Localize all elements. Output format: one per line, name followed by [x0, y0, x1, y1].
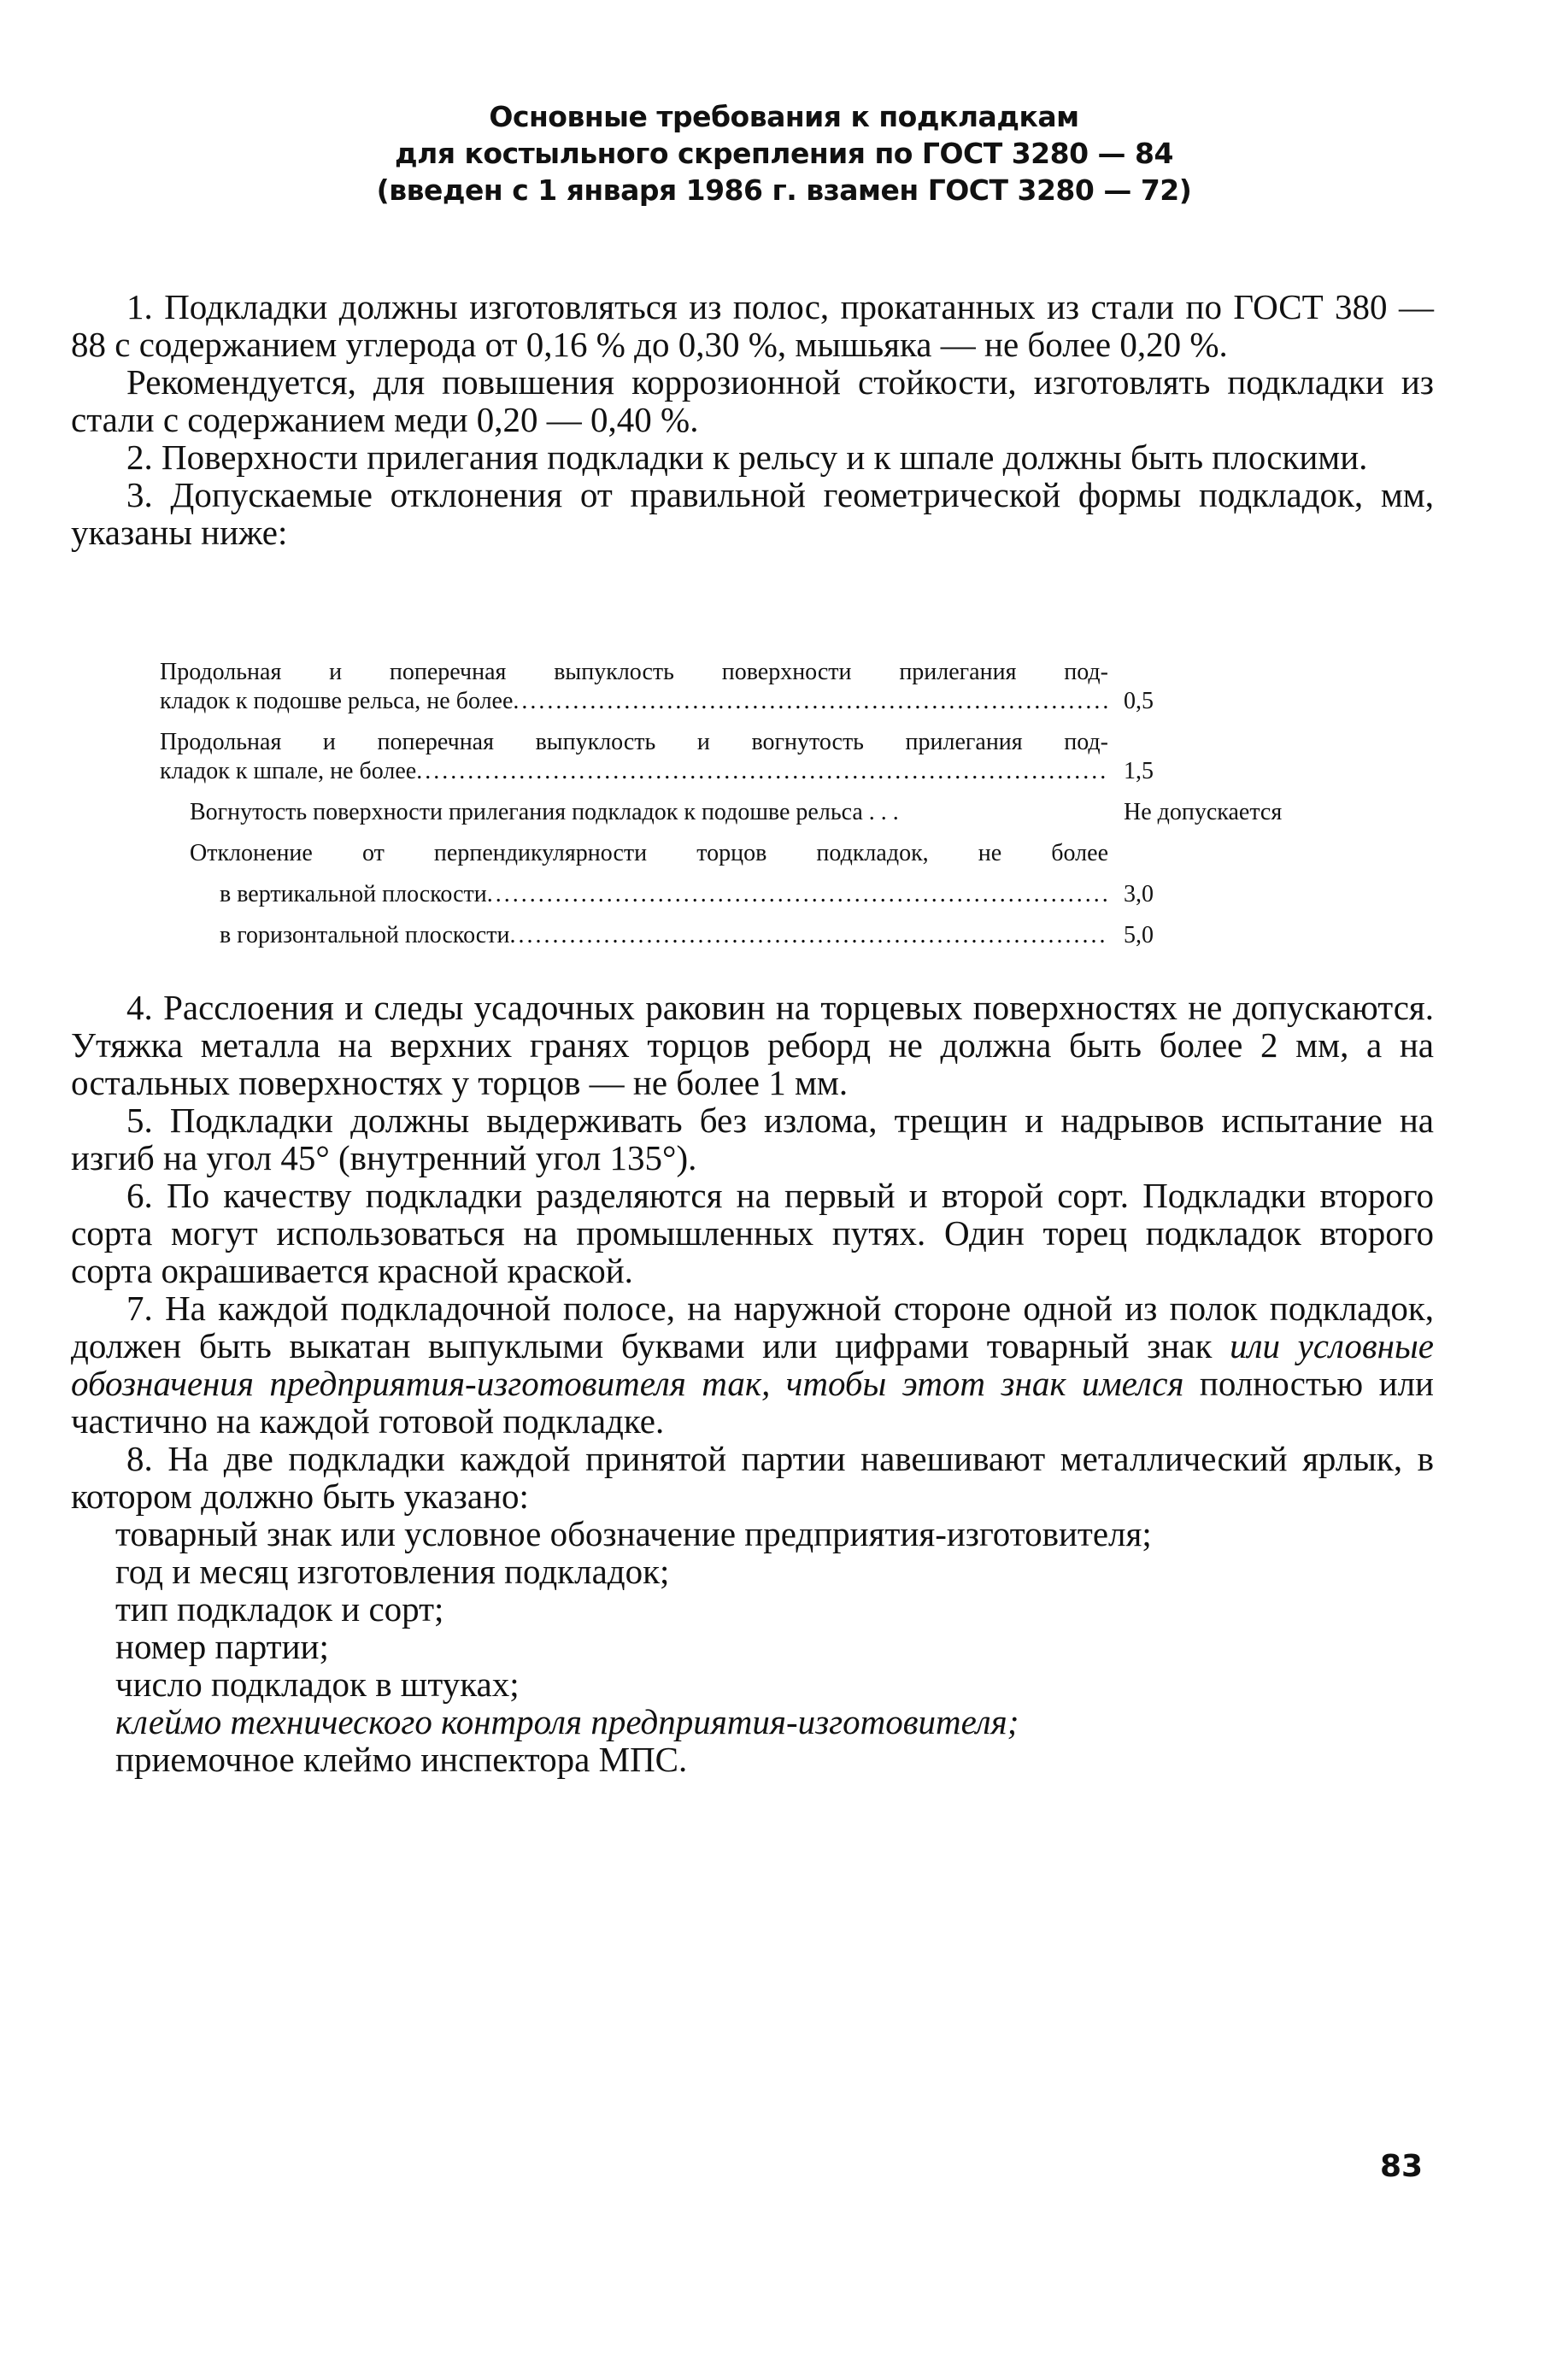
tolerance-label-line: Вогнутость поверхности прилегания подкладок к подошве рельса . . .	[190, 799, 899, 825]
label-contents-list	[71, 1515, 1434, 1778]
paragraph-6: 6. По качеству подкладки разделяются на первый и второй сорт. Подкладки второго сорта могут использоваться на промышленных путях. Один торец подкладок второго сорта окрашивается красной краской.	[71, 1176, 1434, 1290]
tolerance-row-vertical	[160, 880, 1356, 909]
paragraph-2: 2. Поверхности прилегания подкладки к рельсу и к шпале должны быть плоскими.	[126, 437, 1368, 477]
paragraph-8: 8. На две подкладки каждой принятой партии навешивают металлический ярлык, в котором должно быть указано:	[71, 1439, 1434, 1516]
tolerance-label-line: Продольная и поперечная выпуклость и вогнутость прилегания под-	[160, 729, 1108, 755]
leader-dots	[487, 880, 1108, 909]
list-item: товарный знак или условное обозначение предприятия-изготовителя;	[115, 1514, 1152, 1553]
list-item: клеймо технического контроля предприятия-изготовителя;	[115, 1702, 1019, 1741]
tolerance-table	[160, 658, 1356, 962]
paragraph-7-start: 7. На каждой подкладочной полосе, на наружной стороне одной из полок подкладок, должен быть выкатан выпуклыми буквами или цифрами товарный знак	[71, 1289, 1434, 1365]
tolerance-label-line: кладок к шпале, не более	[160, 758, 417, 784]
leader-dots	[513, 687, 1108, 716]
tolerance-row-horizontal	[160, 921, 1356, 950]
requirements-lower	[71, 989, 1434, 1778]
paragraph-7-italic: или условные обозначения предприятия-изготовителя так, чтобы этот знак имелся	[71, 1326, 1434, 1403]
title-line-3: (введен с 1 января 1986 г. взамен ГОСТ 3280 — 72)	[376, 173, 1192, 207]
tolerance-value: 1,5	[1124, 758, 1154, 784]
paragraph-5: 5. Подкладки должны выдерживать без излома, трещин и надрывов испытание на изгиб на угол 45° (внутренний угол 135°).	[71, 1101, 1434, 1177]
tolerance-row-perpendicularity	[160, 839, 1356, 868]
tolerance-label-line: кладок к подошве рельса, не более	[160, 688, 514, 714]
list-item: тип подкладок и сорт;	[115, 1589, 444, 1629]
title-line-2: для костыльного скрепления по ГОСТ 3280 — 84	[395, 137, 1173, 170]
paragraph-1-recommendation: Рекомендуется, для повышения коррозионной стойкости, изготовлять подкладки из стали с содержанием меди 0,20 — 0,40 %.	[71, 362, 1434, 439]
document-title	[0, 98, 1568, 208]
paragraph-4: 4. Расслоения и следы усадочных раковин на торцевых поверхностях не допускаются. Утяжка металла на верхних гранях торцов реборд не должна быть более 2 мм, а на остальных поверхностях у торцов — не более 1 мм.	[71, 988, 1434, 1102]
requirements-upper	[71, 288, 1434, 551]
list-item: номер партии;	[115, 1627, 329, 1666]
tolerance-label-line: в вертикальной плоскости	[220, 881, 487, 907]
page-number: 83	[1380, 2149, 1424, 2184]
tolerance-row-convexity-sleeper	[160, 728, 1356, 786]
tolerance-label-line: в горизонтальной плоскости	[220, 922, 510, 948]
paragraph-3: 3. Допускаемые отклонения от правильной геометрической формы подкладок, мм, указаны ниже:	[71, 475, 1434, 552]
leader-dots	[509, 921, 1108, 950]
leader-dots	[416, 757, 1108, 786]
list-item: год и месяц изготовления подкладок;	[115, 1552, 670, 1591]
tolerance-value: 0,5	[1124, 688, 1154, 714]
tolerance-label-line: Отклонение от перпендикулярности торцов подкладок, не более	[190, 840, 1108, 866]
paragraph-7	[71, 1289, 1434, 1440]
tolerance-value: 3,0	[1124, 881, 1154, 907]
title-line-1: Основные требования к подкладкам	[489, 100, 1079, 133]
tolerance-row-concavity	[160, 798, 1356, 827]
tolerance-value: Не допускается	[1124, 799, 1283, 825]
tolerance-value: 5,0	[1124, 922, 1154, 948]
paragraph-7-end: полностью или частично на каждой готовой подкладке.	[71, 1364, 1434, 1441]
list-item: приемочное клеймо инспектора МПС.	[115, 1740, 688, 1779]
tolerance-label-line: Продольная и поперечная выпуклость поверхности прилегания под-	[160, 659, 1108, 685]
list-item: число подкладок в штуках;	[115, 1664, 520, 1704]
paragraph-1: 1. Подкладки должны изготовляться из полос, прокатанных из стали по ГОСТ 380 — 88 с содержанием углерода от 0,16 % до 0,30 %, мышьяка — не более 0,20 %.	[71, 287, 1434, 364]
tolerance-row-convexity-rail	[160, 658, 1356, 716]
